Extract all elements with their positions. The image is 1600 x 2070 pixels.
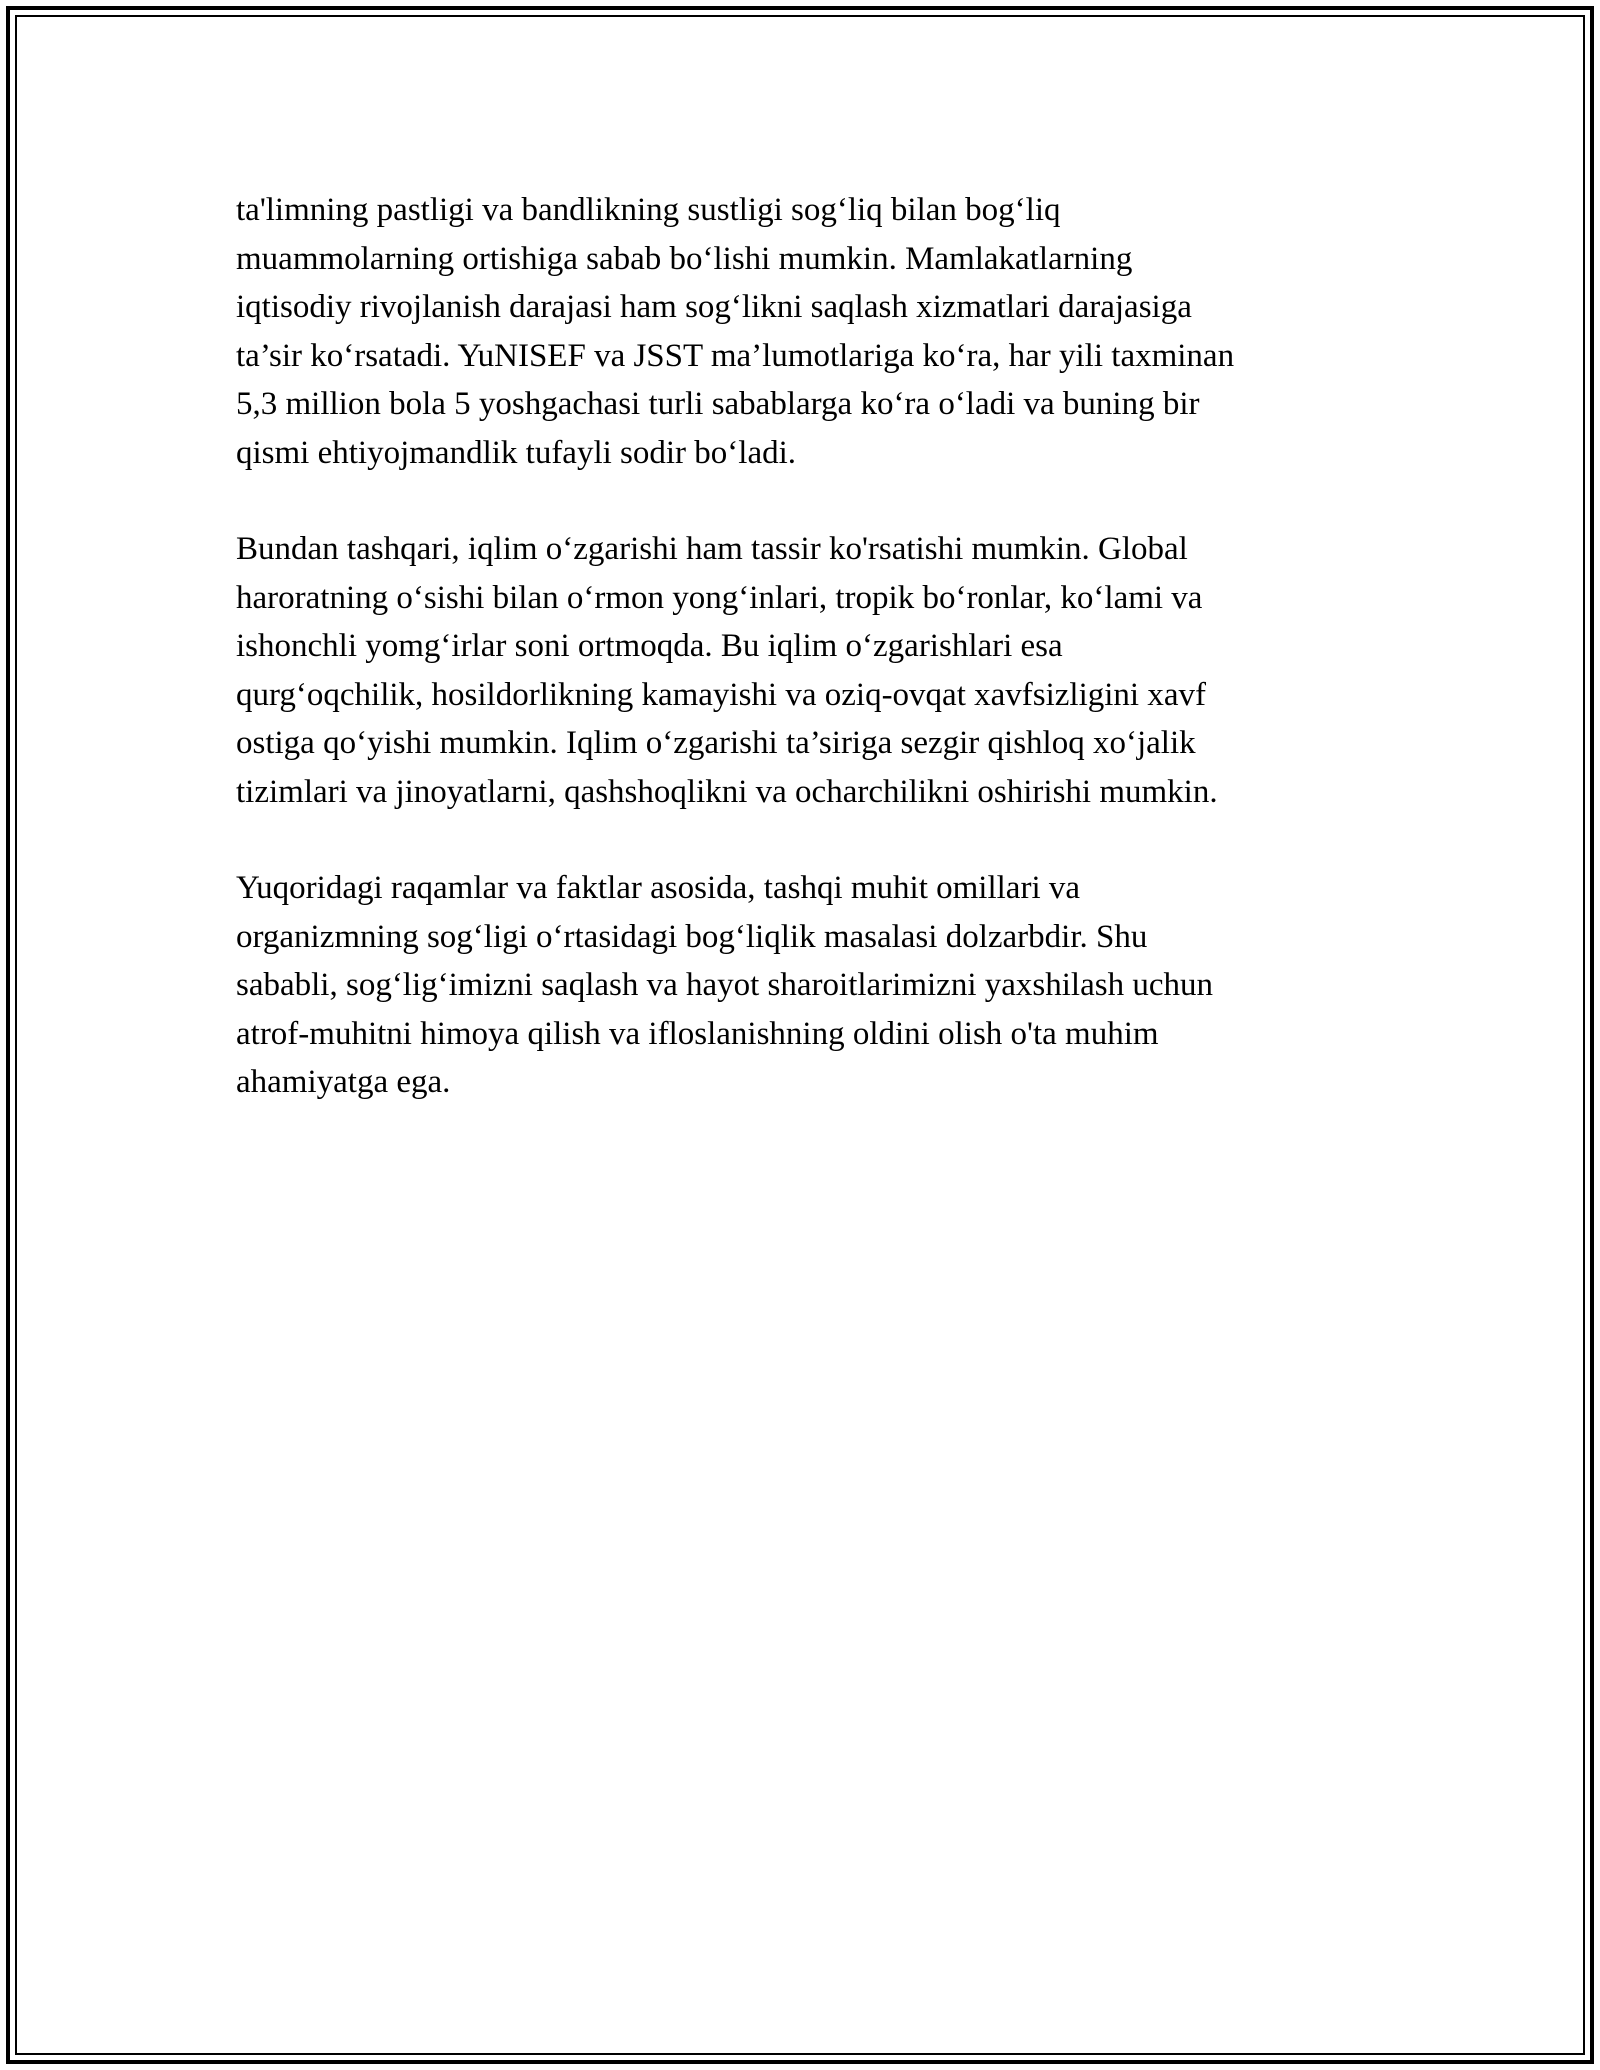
text-line: qismi ehtiyojmandlik tufayli sodir bo‘ladi.	[236, 434, 797, 471]
text-line: iqtisodiy rivojlanish darajasi ham sog‘likni saqlash xizmatlari darajasiga	[236, 289, 1192, 325]
paragraph-3	[236, 864, 1366, 1107]
text-line: haroratning o‘sishi bilan o‘rmon yong‘inlari, tropik bo‘ronlar, ko‘lami va	[236, 579, 1203, 616]
text-line: ostiga qo‘yishi mumkin. Iqlim o‘zgarishi ta’siriga sezgir qishloq xo‘jalik	[236, 725, 1196, 761]
text-line: 5,3 million bola 5 yoshgachasi turli sabablarga ko‘ra o‘ladi va buning bir	[236, 386, 1200, 422]
text-line: atrof-muhitni himoya qilish va ifloslanishning oldini olish o'ta muhim	[236, 1015, 1159, 1052]
text-line: sababli, sog‘lig‘imizni saqlash va hayot sharoitlarimizni yaxshilash uchun	[236, 967, 1213, 1003]
document-body	[236, 186, 1366, 1155]
text-line: muammolarning ortishiga sabab bo‘lishi mumkin. Mamlakatlarning	[236, 240, 1133, 277]
text-line: qurg‘oqchilik, hosildorlikning kamayishi va oziq-ovqat xavfsizligini xavf	[236, 676, 1206, 713]
text-line: ta’sir ko‘rsatadi. YuNISEF va JSST ma’lumotlariga ko‘ra, har yili taxminan	[236, 337, 1235, 374]
text-line: Yuqoridagi raqamlar va faktlar asosida, tashqi muhit omillari va	[236, 870, 1081, 906]
text-line: Bundan tashqari, iqlim o‘zgarishi ham tassir ko'rsatishi mumkin. Global	[236, 531, 1188, 567]
text-line: organizmning sog‘ligi o‘rtasidagi bog‘liqlik masalasi dolzarbdir. Shu	[236, 918, 1148, 955]
paragraph-2	[236, 525, 1366, 816]
text-line: ahamiyatga ega.	[236, 1064, 451, 1100]
text-line: ta'limning pastligi va bandlikning sustligi sog‘liq bilan bog‘liq	[236, 192, 1061, 228]
text-line: ishonchli yomg‘irlar soni ortmoqda. Bu iqlim o‘zgarishlari esa	[236, 628, 1063, 664]
paragraph-1	[236, 186, 1366, 477]
text-line: tizimlari va jinoyatlarni, qashshoqlikni va ocharchilikni oshirishi mumkin.	[236, 773, 1218, 810]
